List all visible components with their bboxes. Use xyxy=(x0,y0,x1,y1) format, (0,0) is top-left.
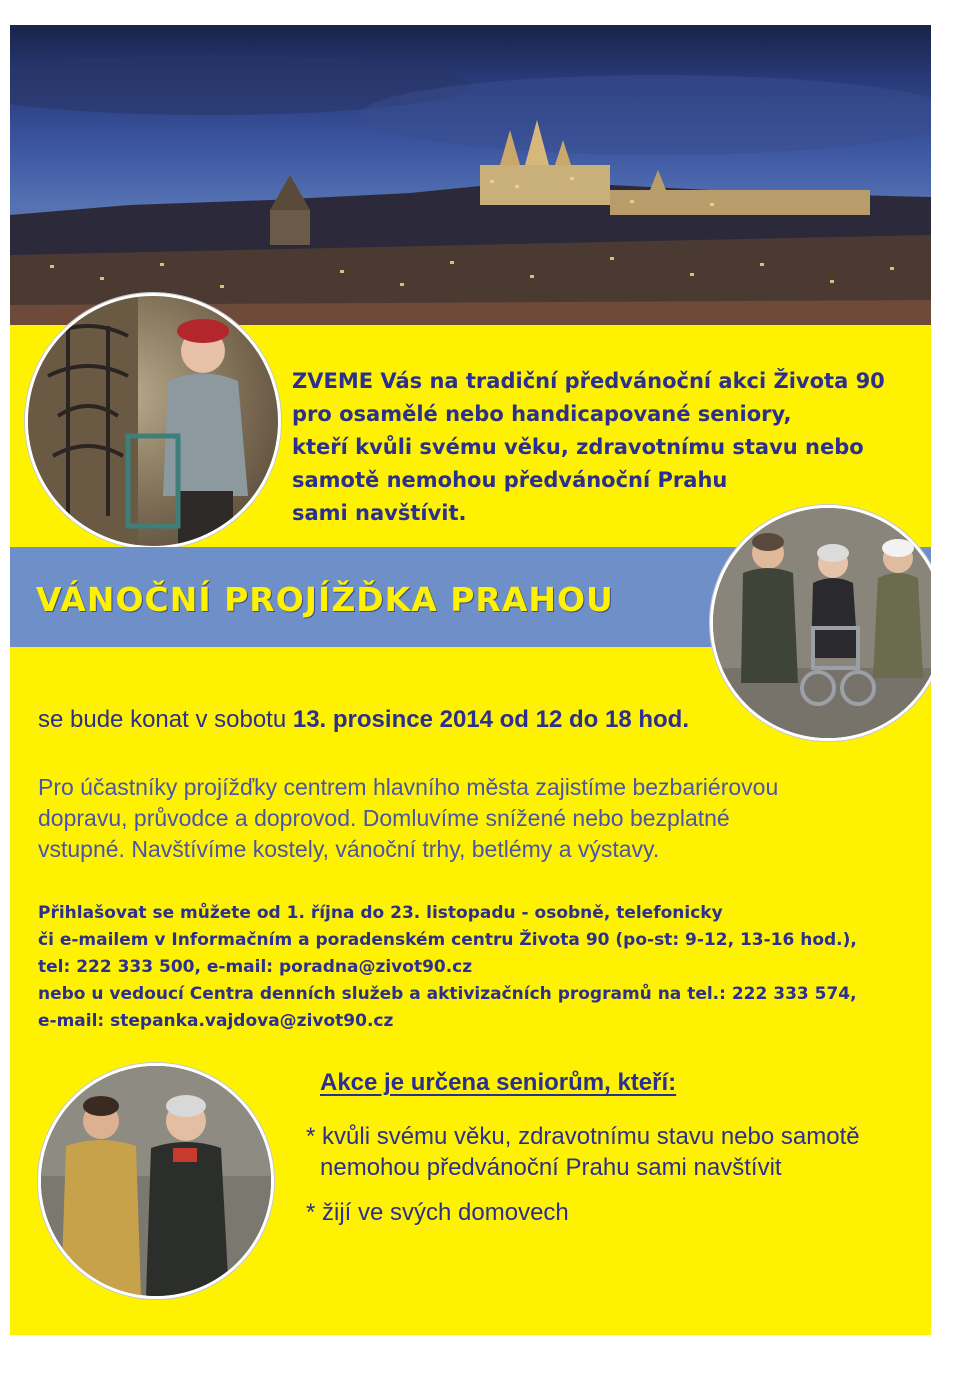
registration-line: či e-mailem v Informačním a poradenském centru Života 90 (po-st: 9-12, 13-16 hod.), xyxy=(38,930,857,950)
date-prefix: se bude konat v sobotu xyxy=(38,706,293,733)
audience-item: * kvůli svému věku, zdravotnímu stavu nebo samotě xyxy=(306,1123,860,1150)
registration-line: tel: 222 333 500, e-mail: poradna@zivot90.cz xyxy=(38,957,473,977)
two-senior-women-walking-photo-overlay xyxy=(38,1063,274,1299)
prague-castle-night-photo xyxy=(10,25,931,325)
senior-woman-with-walker-photo xyxy=(25,293,281,549)
description-line: dopravu, průvodce a doprovod. Domluvíme snížené nebo bezplatné xyxy=(38,805,730,831)
seniors-with-wheelchair-photo-overlay xyxy=(710,505,946,741)
seniors-group-illustration xyxy=(713,508,943,738)
audience-list xyxy=(306,1121,926,1228)
page-margin xyxy=(931,25,960,1335)
senior-woman-illustration xyxy=(28,296,278,546)
registration-line: nebo u vedoucí Centra denních služeb a aktivizačních programů na tel.: 222 333 574, xyxy=(38,984,857,1004)
registration-line: Přihlašovat se můžete od 1. října do 23. listopadu - osobně, telefonicky xyxy=(38,903,723,923)
senior-women-illustration xyxy=(41,1066,271,1296)
audience-item: * žijí ve svých domovech xyxy=(306,1199,569,1226)
registration-info xyxy=(38,900,938,1035)
intro-line: ZVEME Vás na tradiční předvánoční akci Života 90 xyxy=(292,369,885,393)
event-title: VÁNOČNÍ PROJÍŽĎKA PRAHOU xyxy=(36,580,614,619)
intro-line: sami navštívit. xyxy=(292,501,467,525)
intro-line: pro osamělé nebo handicapované seniory, xyxy=(292,402,792,426)
event-date xyxy=(38,706,689,734)
city-skyline-illustration xyxy=(10,25,931,325)
audience-heading: Akce je určena seniorům, kteří: xyxy=(320,1069,677,1096)
intro-line: kteří kvůli svému věku, zdravotnímu stavu nebo xyxy=(292,435,864,459)
intro-line: samotě nemohou předvánoční Prahu xyxy=(292,468,728,492)
date-highlight: 13. prosince 2014 od 12 do 18 hod. xyxy=(292,706,689,733)
registration-line: e-mail: stepanka.vajdova@zivot90.cz xyxy=(38,1011,394,1031)
event-description xyxy=(38,772,918,865)
audience-item-continuation: nemohou předvánoční Prahu sami navštívit xyxy=(320,1154,782,1181)
description-line: Pro účastníky projížďky centrem hlavního města zajistíme bezbariérovou xyxy=(38,774,779,800)
description-line: vstupné. Navštívíme kostely, vánoční trhy, betlémy a výstavy. xyxy=(38,836,660,862)
